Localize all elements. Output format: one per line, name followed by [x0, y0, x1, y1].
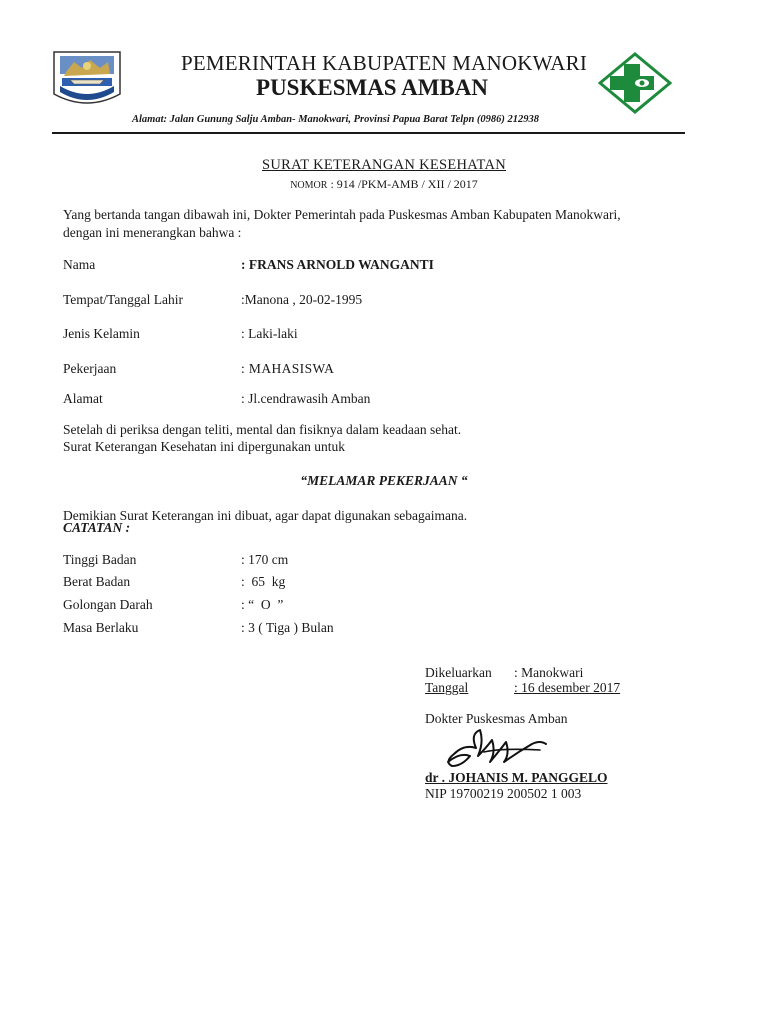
statement-line-1: Setelah di periksa dengan teliti, mental dan fisiknya dalam keadaan sehat.: [63, 422, 462, 437]
intro-line-1: Yang bertanda tangan dibawah ini, Dokter Pemerintah pada Puskesmas Amban Kabupaten Manokwari,: [63, 207, 621, 222]
field-label-jenis-kelamin: Jenis Kelamin: [63, 326, 140, 341]
purpose-text: “MELAMAR PEKERJAAN “: [300, 473, 468, 488]
signer-nip: NIP 19700219 200502 1 003: [425, 786, 582, 801]
field-value-jenis-kelamin: : Laki-laki: [241, 326, 298, 341]
field-value-nama: : FRANS ARNOLD WANGANTI: [241, 257, 434, 272]
document-title: SURAT KETERANGAN KESEHATAN: [261, 157, 506, 173]
document-number: [0, 177, 768, 192]
issued-label: Dikeluarkan: [425, 665, 492, 680]
signer-name: dr . JOHANIS M. PANGGELO: [425, 770, 608, 785]
field-label-nama: Nama: [63, 257, 96, 272]
catatan-label: CATATAN :: [63, 520, 131, 535]
closing-statement: Demikian Surat Keterangan ini dibuat, agar dapat digunakan sebagaimana.: [63, 508, 468, 523]
note-label-tinggi: Tinggi Badan: [63, 552, 137, 567]
note-value-masa-berlaku: : 3 ( Tiga ) Bulan: [241, 620, 334, 635]
note-label-golongan-darah: Golongan Darah: [63, 597, 153, 612]
note-value-tinggi: : 170 cm: [241, 552, 289, 567]
field-value-pekerjaan: : MAHASISWA: [241, 361, 335, 376]
statement-line-2: Surat Keterangan Kesehatan ini dipergunakan untuk: [63, 439, 346, 454]
date-label: Tanggal: [425, 680, 469, 695]
date-value: : 16 desember 2017: [514, 680, 621, 695]
handwritten-signature: [440, 722, 550, 777]
field-value-alamat: : Jl.cendrawasih Amban: [241, 391, 371, 406]
note-label-masa-berlaku: Masa Berlaku: [63, 620, 139, 635]
header-divider: [52, 132, 685, 134]
field-value-ttl: :Manona , 20-02-1995: [241, 292, 363, 307]
document-number-label: NOMOR: [290, 180, 328, 191]
document-number-value: : 914 /PKM-AMB / XII / 2017: [330, 177, 478, 191]
header-address: Alamat: Jalan Gunung Salju Amban- Manokwari, Provinsi Papua Barat Telpn (0986) 212938: [132, 114, 540, 125]
field-label-ttl: Tempat/Tanggal Lahir: [63, 292, 183, 307]
intro-line-2: dengan ini menerangkan bahwa :: [63, 225, 242, 240]
header-puskesmas-name: PUSKESMAS AMBAN: [256, 75, 488, 100]
field-label-pekerjaan: Pekerjaan: [63, 361, 117, 376]
field-label-alamat: Alamat: [63, 391, 103, 406]
header-government-line: PEMERINTAH KABUPATEN MANOKWARI: [180, 51, 588, 75]
issued-value: : Manokwari: [514, 665, 584, 680]
signer-role: Dokter Puskesmas Amban: [425, 711, 568, 726]
note-value-berat: : 65 kg: [241, 574, 286, 589]
puskesmas-cross-icon: [598, 52, 672, 119]
note-value-golongan-darah: : “ O ”: [241, 597, 284, 612]
note-label-berat: Berat Badan: [63, 574, 131, 589]
